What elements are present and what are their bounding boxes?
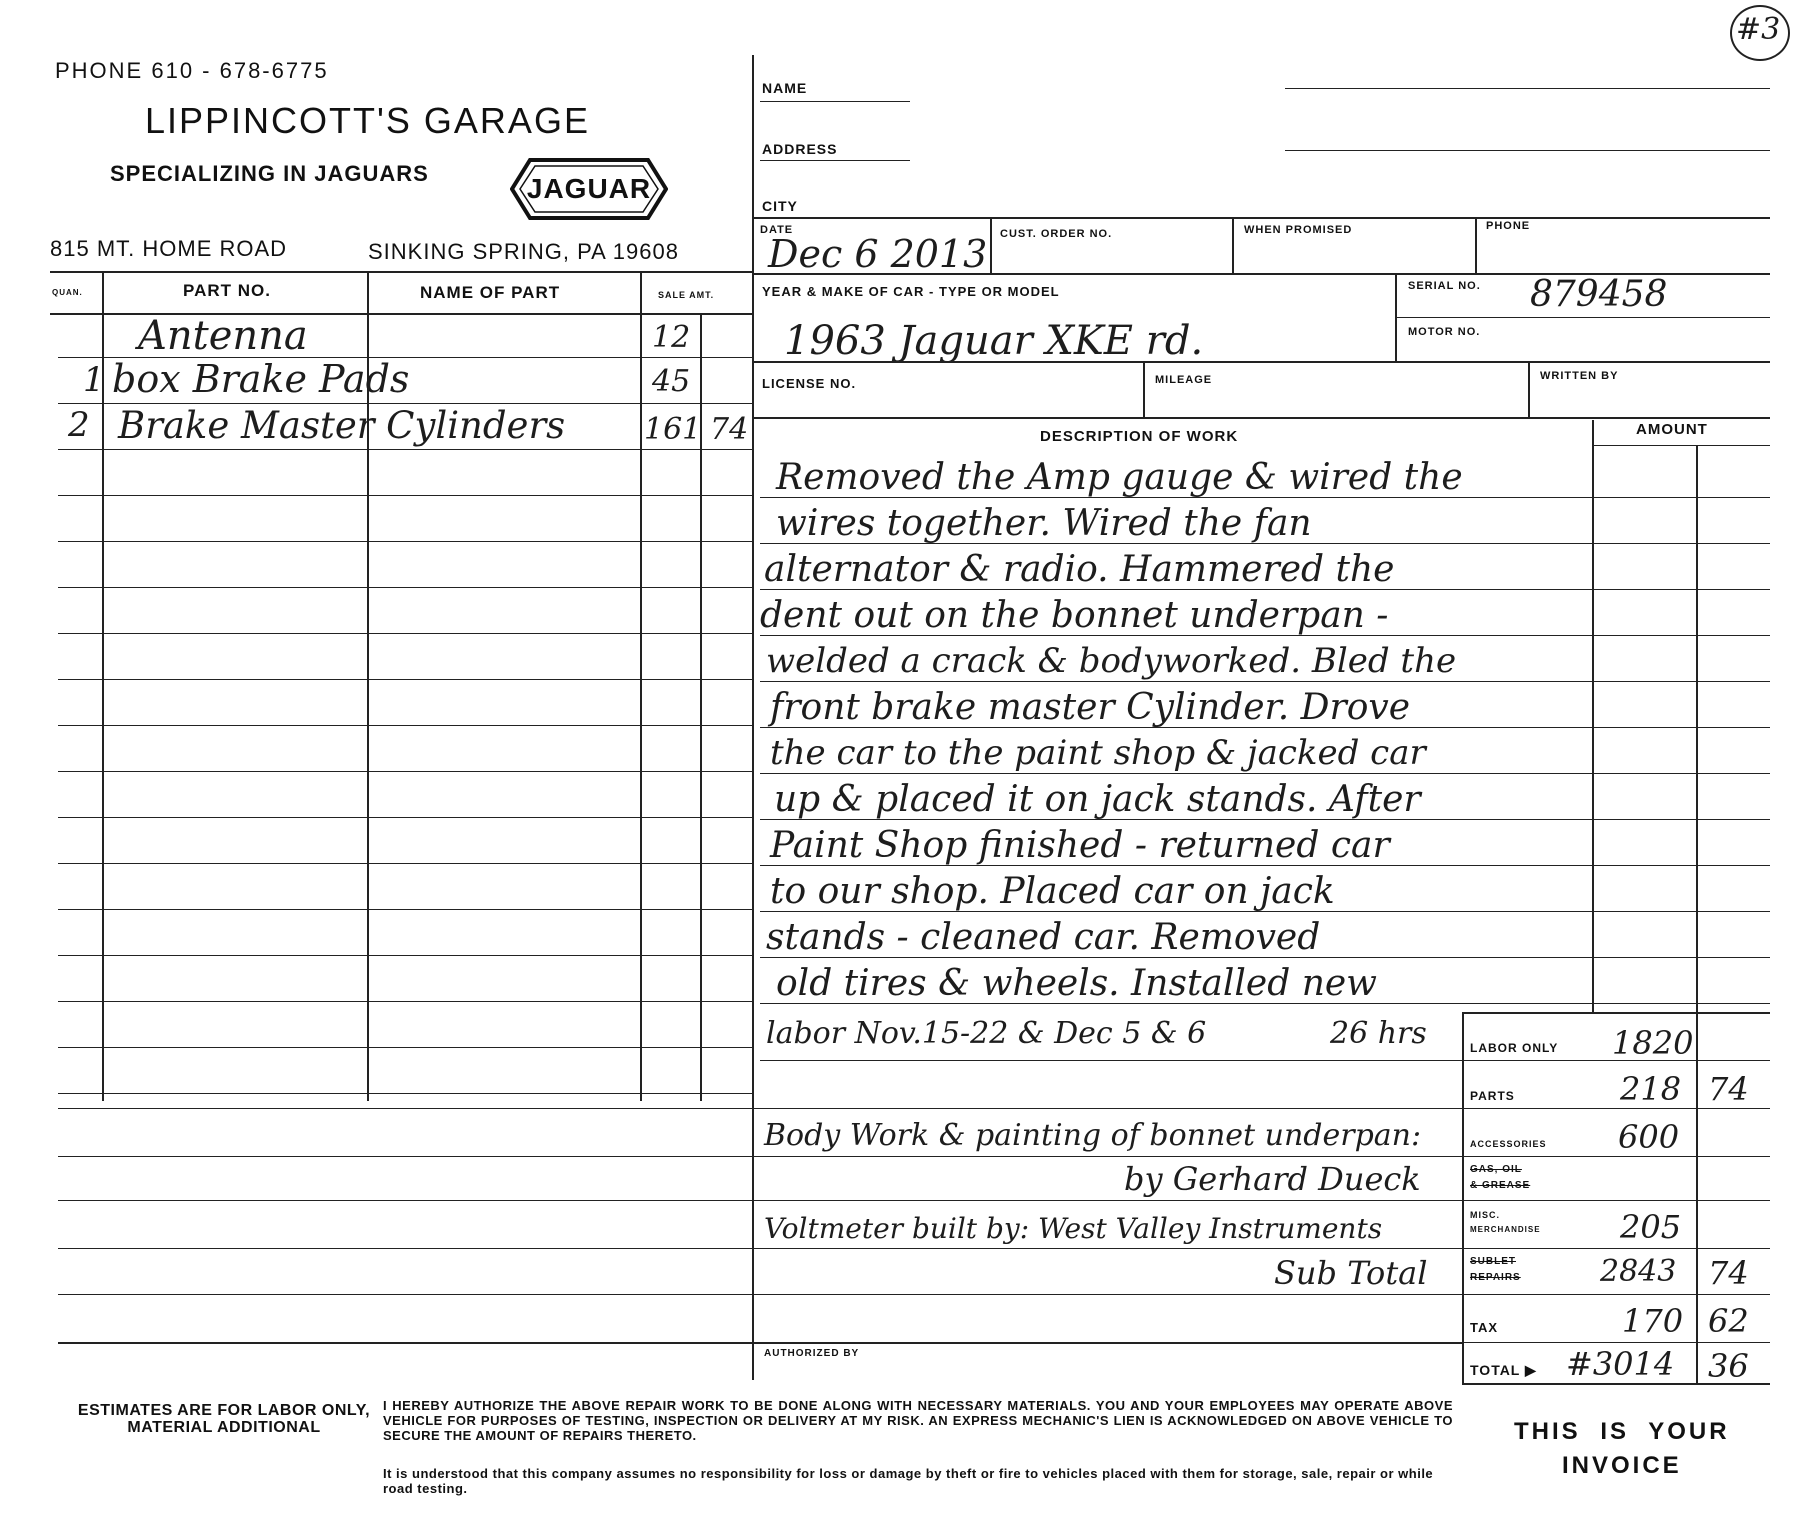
totals-label-divider bbox=[1462, 1012, 1464, 1383]
jaguar-logo-text: JAGUAR bbox=[526, 173, 652, 204]
parts-row-line bbox=[58, 817, 752, 818]
voltmeter-line: Voltmeter built by: West Valley Instruments bbox=[764, 1212, 1383, 1245]
subtotal-label: Sub Total bbox=[1274, 1254, 1428, 1292]
city-line bbox=[752, 217, 1770, 219]
lower-row-line bbox=[58, 1200, 1462, 1201]
authorization-text: I HEREBY AUTHORIZE THE ABOVE REPAIR WORK TO BE DONE ALONG WITH NECESSARY MATERIALS. YOU AND YOUR EMPLOYEES MAY OPERATE ABOVE VEHICLE FOR PURPOSES OF TESTING, INSPECTION OR DELIVERY AT MY RISK. AN EXPRESS MECHANIC'S LIEN IS ACKNOWLEDGED ON ABOVE VEHICLE TO SECURE THE AMOUNT OF REPAIRS THERETO. bbox=[383, 1398, 1453, 1443]
phone-label: PHONE bbox=[1486, 220, 1531, 232]
mileage-divider bbox=[1143, 361, 1145, 417]
car-row-bottom bbox=[752, 361, 1770, 363]
sublet-dollars: 2843 bbox=[1600, 1254, 1677, 1289]
address-line-left bbox=[760, 160, 910, 161]
labor-note: labor Nov.15-22 & Dec 5 & 6 bbox=[766, 1016, 1207, 1051]
parts-row-line bbox=[58, 449, 752, 450]
mileage-label: MILEAGE bbox=[1155, 374, 1213, 386]
parts-col-name bbox=[640, 271, 642, 1101]
shop-specialty: SPECIALIZING IN JAGUARS bbox=[110, 161, 429, 186]
parts-cents: 74 bbox=[1708, 1070, 1749, 1108]
parts-header-top bbox=[50, 271, 752, 273]
work-line-9: Paint Shop finished - returned car bbox=[770, 825, 1390, 866]
shop-phone: PHONE 610 - 678-6775 bbox=[55, 58, 329, 83]
labor-row-line bbox=[760, 1060, 1462, 1061]
name-label: NAME bbox=[762, 80, 808, 96]
parts-row-line bbox=[1462, 1108, 1770, 1109]
car-label: YEAR & MAKE OF CAR - TYPE OR MODEL bbox=[762, 284, 1060, 299]
parts-row-2-qty: 1 bbox=[83, 360, 105, 400]
parts-row-1-partno: Antenna bbox=[138, 313, 308, 359]
shop-street: 815 MT. HOME ROAD bbox=[50, 236, 288, 261]
work-line-10: to our shop. Placed car on jack bbox=[770, 871, 1335, 912]
city-label: CITY bbox=[762, 198, 798, 214]
work-heading: DESCRIPTION OF WORK bbox=[1040, 428, 1239, 445]
labor-label: LABOR ONLY bbox=[1470, 1041, 1559, 1055]
parts-row-2-partno: box Brake Pads bbox=[112, 357, 410, 401]
lower-row-line bbox=[58, 1294, 1462, 1295]
gas-label-1: GAS, OIL bbox=[1470, 1164, 1522, 1175]
amount-heading-line bbox=[1592, 445, 1770, 446]
address-line-right bbox=[1285, 150, 1770, 151]
parts-row-3-dollars: 161 bbox=[644, 412, 702, 447]
serial-label: SERIAL NO. bbox=[1408, 280, 1481, 292]
gas-label-2: & GREASE bbox=[1470, 1180, 1531, 1191]
work-line-6: front brake master Cylinder. Drove bbox=[770, 687, 1411, 728]
license-label: LICENSE NO. bbox=[762, 376, 857, 391]
page-number: #3 bbox=[1736, 12, 1781, 47]
bodywork-line-2: by Gerhard Dueck bbox=[1124, 1160, 1421, 1198]
disclaimer-text: It is understood that this company assumes no responsibility for loss or damage by theft or fire to vehicles placed with them for storage, sale, repair or while road testing. bbox=[383, 1466, 1434, 1496]
parts-dollars: 218 bbox=[1620, 1070, 1682, 1108]
misc-row-line bbox=[1462, 1248, 1770, 1249]
amount-heading: AMOUNT bbox=[1636, 421, 1708, 438]
written-by-divider bbox=[1528, 361, 1530, 417]
sublet-label-1: SUBLET bbox=[1470, 1256, 1516, 1267]
labor-row-line bbox=[1462, 1060, 1770, 1061]
sublet-row-line bbox=[1462, 1294, 1770, 1295]
tax-dollars: 170 bbox=[1622, 1302, 1684, 1340]
bodywork-line-1: Body Work & painting of bonnet underpan: bbox=[764, 1118, 1422, 1153]
cust-order-label: CUST. ORDER NO. bbox=[1000, 228, 1113, 240]
work-line-12: old tires & wheels. Installed new bbox=[776, 963, 1377, 1004]
sublet-cents: 74 bbox=[1708, 1254, 1749, 1292]
main-divider bbox=[752, 55, 754, 1380]
parts-header-sale-amt: SALE AMT. bbox=[658, 290, 715, 300]
parts-row-line bbox=[58, 725, 752, 726]
lower-row-line bbox=[58, 1108, 1462, 1109]
name-line-left bbox=[760, 101, 910, 102]
name-line-right bbox=[1285, 88, 1770, 89]
parts-header-name: NAME OF PART bbox=[420, 283, 561, 302]
total-row-line bbox=[1462, 1383, 1770, 1385]
written-by-label: WRITTEN BY bbox=[1540, 370, 1619, 382]
accessories-label: ACCESSORIES bbox=[1470, 1139, 1547, 1149]
form-bottom-line bbox=[58, 1342, 1462, 1344]
gas-row-line bbox=[1462, 1200, 1770, 1201]
labor-hours: 26 hrs bbox=[1330, 1016, 1427, 1051]
parts-row-1-dollars: 12 bbox=[652, 320, 691, 355]
work-line-5: welded a crack & bodyworked. Bled the bbox=[766, 641, 1457, 681]
car-value: 1963 Jaguar XKE rd. bbox=[784, 318, 1204, 364]
parts-row-3-cents: 74 bbox=[710, 412, 749, 447]
work-line-8: up & placed it on jack stands. After bbox=[774, 779, 1421, 820]
lower-row-line bbox=[58, 1156, 1462, 1157]
misc-label-1: MISC. bbox=[1470, 1210, 1501, 1220]
address-label: ADDRESS bbox=[762, 141, 838, 157]
parts-row-line bbox=[58, 495, 752, 496]
cust-order-divider bbox=[1232, 217, 1234, 273]
parts-row-2-dollars: 45 bbox=[652, 364, 691, 399]
shop-city: SINKING SPRING, PA 19608 bbox=[368, 239, 679, 264]
total-label: TOTAL ▶ bbox=[1470, 1362, 1537, 1378]
sublet-label-2: REPAIRS bbox=[1470, 1272, 1521, 1283]
parts-row-line bbox=[58, 909, 752, 910]
work-row-line bbox=[760, 681, 1770, 682]
parts-label: PARTS bbox=[1470, 1089, 1515, 1103]
amount-cents-divider bbox=[1696, 445, 1698, 1383]
estimates-note: ESTIMATES ARE FOR LABOR ONLY, MATERIAL ADDITIONAL bbox=[77, 1402, 371, 1436]
lower-row-line bbox=[58, 1248, 1462, 1249]
serial-value: 879458 bbox=[1530, 274, 1668, 315]
parts-row-line bbox=[58, 863, 752, 864]
work-line-1: Removed the Amp gauge & wired the bbox=[776, 457, 1463, 498]
parts-row-3-qty: 2 bbox=[68, 405, 90, 445]
parts-header-qty: QUAN. bbox=[52, 288, 83, 297]
work-line-4: dent out on the bonnet underpan - bbox=[760, 595, 1389, 636]
authorized-label: AUTHORIZED BY bbox=[764, 1348, 860, 1359]
parts-row-line bbox=[58, 1093, 752, 1094]
parts-row-line bbox=[58, 633, 752, 634]
totals-top-line bbox=[1462, 1012, 1770, 1014]
shop-name: LIPPINCOTT'S GARAGE bbox=[145, 100, 590, 141]
parts-row-line bbox=[58, 541, 752, 542]
work-line-3: alternator & radio. Hammered the bbox=[764, 549, 1395, 590]
serial-line bbox=[1395, 317, 1770, 318]
jaguar-logo bbox=[510, 158, 668, 220]
tax-row-line bbox=[1462, 1342, 1770, 1343]
license-row-bottom bbox=[752, 417, 1770, 419]
invoice-line-1: THIS IS YOUR bbox=[1514, 1418, 1730, 1445]
total-cents: 36 bbox=[1708, 1347, 1749, 1385]
parts-row-3-partno: Brake Master Cylinders bbox=[118, 404, 566, 447]
parts-row-line bbox=[58, 1047, 752, 1048]
accessories-row-line bbox=[1462, 1156, 1770, 1157]
work-line-11: stands - cleaned car. Removed bbox=[766, 917, 1321, 958]
tax-cents: 62 bbox=[1708, 1302, 1749, 1340]
parts-row-line bbox=[58, 771, 752, 772]
tax-label: TAX bbox=[1470, 1320, 1499, 1335]
when-promised-label: WHEN PROMISED bbox=[1244, 224, 1353, 236]
parts-row-line bbox=[58, 1001, 752, 1002]
invoice-line-2: INVOICE bbox=[1562, 1452, 1682, 1479]
total-dollars: #3014 bbox=[1566, 1345, 1675, 1383]
work-row-line bbox=[760, 773, 1770, 774]
date-value: Dec 6 2013 bbox=[768, 232, 988, 276]
amount-divider bbox=[1592, 420, 1594, 1012]
work-line-2: wires together. Wired the fan bbox=[776, 503, 1312, 544]
work-line-7: the car to the paint shop & jacked car bbox=[770, 733, 1426, 773]
parts-row-line bbox=[58, 587, 752, 588]
accessories-dollars: 600 bbox=[1618, 1118, 1680, 1156]
parts-row-line bbox=[58, 679, 752, 680]
motor-label: MOTOR NO. bbox=[1408, 326, 1481, 338]
misc-label-2: MERCHANDISE bbox=[1470, 1225, 1541, 1234]
when-promised-divider bbox=[1475, 217, 1477, 273]
date-label: DATE bbox=[760, 224, 794, 236]
misc-dollars: 205 bbox=[1620, 1208, 1682, 1246]
date-divider bbox=[990, 217, 992, 273]
parts-header-partno: PART NO. bbox=[183, 281, 271, 300]
labor-dollars: 1820 bbox=[1612, 1024, 1694, 1062]
parts-row-line bbox=[58, 955, 752, 956]
